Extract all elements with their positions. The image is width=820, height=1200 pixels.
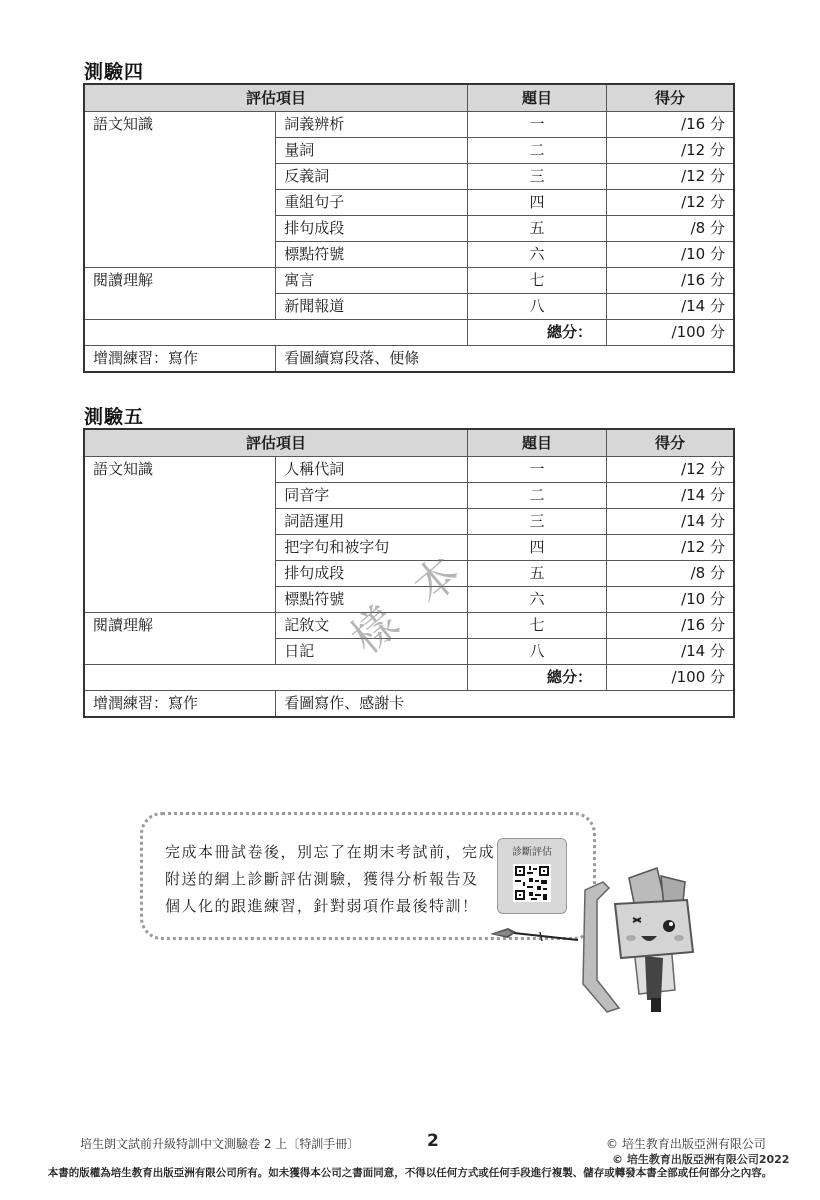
question-cell: 五 — [468, 216, 607, 242]
score-cell[interactable]: /16 分 — [607, 112, 735, 138]
total-score[interactable]: /100 分 — [607, 665, 735, 691]
pen-icon — [490, 922, 580, 944]
question-cell: 一 — [468, 112, 607, 138]
header-question: 題目 — [468, 429, 607, 457]
question-cell: 二 — [468, 138, 607, 164]
page-number: 2 — [427, 1131, 439, 1151]
item-cell: 記敘文 — [276, 613, 468, 639]
question-cell: 三 — [468, 164, 607, 190]
total-score[interactable]: /100 分 — [607, 320, 735, 346]
question-cell: 八 — [468, 639, 607, 665]
score-cell[interactable]: /8 分 — [607, 561, 735, 587]
header-question: 題目 — [468, 84, 607, 112]
qr-code-icon[interactable] — [513, 864, 551, 902]
question-cell: 四 — [468, 190, 607, 216]
total-row — [84, 320, 734, 346]
extra-row — [84, 346, 734, 373]
header-assessment: 評估項目 — [84, 429, 468, 457]
score-cell[interactable]: /12 分 — [607, 164, 735, 190]
test-5-title: 測驗五 — [84, 406, 145, 428]
question-cell: 五 — [468, 561, 607, 587]
item-cell: 標點符號 — [276, 587, 468, 613]
test-4-title: 測驗四 — [84, 61, 145, 83]
header-score: 得分 — [607, 429, 735, 457]
table-row — [84, 457, 734, 483]
score-cell[interactable]: /10 分 — [607, 242, 735, 268]
header-assessment: 評估項目 — [84, 84, 468, 112]
promo-line: 個人化的跟進練習，針對弱項作最後特訓！ — [165, 897, 479, 915]
total-spacer — [84, 665, 468, 691]
item-cell: 反義詞 — [276, 164, 468, 190]
watermark-char: 樣 — [341, 596, 409, 665]
question-cell: 二 — [468, 483, 607, 509]
question-cell: 六 — [468, 242, 607, 268]
test-4-score-table — [83, 83, 735, 373]
promo-line: 完成本冊試卷後，別忘了在期末考試前，完成 — [165, 843, 496, 861]
item-cell: 人稱代詞 — [276, 457, 468, 483]
item-cell: 量詞 — [276, 138, 468, 164]
table-row — [84, 268, 734, 294]
item-cell: 排句成段 — [276, 561, 468, 587]
promo-line: 附送的網上診斷評估測驗，獲得分析報告及 — [165, 870, 479, 888]
category-cell: 語文知識 — [84, 457, 276, 613]
total-label: 總分： — [468, 320, 607, 346]
category-cell: 語文知識 — [84, 112, 276, 268]
total-spacer — [84, 320, 468, 346]
extra-row — [84, 691, 734, 718]
score-cell[interactable]: /12 分 — [607, 138, 735, 164]
item-cell: 寓言 — [276, 268, 468, 294]
score-cell[interactable]: /14 分 — [607, 509, 735, 535]
question-cell: 四 — [468, 535, 607, 561]
copyright-line-1: © 培生教育出版亞洲有限公司 — [606, 1137, 766, 1151]
total-label: 總分： — [468, 665, 607, 691]
question-cell: 三 — [468, 509, 607, 535]
score-cell[interactable]: /16 分 — [607, 613, 735, 639]
score-cell[interactable]: /10 分 — [607, 587, 735, 613]
extra-label: 增潤練習：寫作 — [84, 691, 276, 718]
item-cell: 詞語運用 — [276, 509, 468, 535]
item-cell: 標點符號 — [276, 242, 468, 268]
qr-label: 診斷評估 — [512, 847, 552, 858]
test-5-score-table — [83, 428, 735, 718]
score-cell[interactable]: /12 分 — [607, 535, 735, 561]
question-cell: 八 — [468, 294, 607, 320]
question-cell: 七 — [468, 613, 607, 639]
category-cell: 閱讀理解 — [84, 268, 276, 320]
extra-value: 看圖寫作、感謝卡 — [276, 691, 734, 718]
score-cell[interactable]: /14 分 — [607, 639, 735, 665]
total-row — [84, 665, 734, 691]
extra-label: 增潤練習：寫作 — [84, 346, 276, 373]
question-cell: 七 — [468, 268, 607, 294]
rabbit-mascot-illustration — [575, 860, 715, 1020]
item-cell: 排句成段 — [276, 216, 468, 242]
item-cell: 詞義辨析 — [276, 112, 468, 138]
category-cell: 閱讀理解 — [84, 613, 276, 665]
question-cell: 六 — [468, 587, 607, 613]
table-row — [84, 613, 734, 639]
header-score: 得分 — [607, 84, 735, 112]
promo-text — [165, 839, 495, 920]
rights-notice: 本書的版權為培生教育出版亞洲有限公司所有。如未獲得本公司之書面同意，不得以任何方式或任何手段進行複製、儲存或轉發本書全部或任何部分之內容。 — [47, 1167, 773, 1179]
watermark-char: 本 — [403, 546, 471, 615]
score-cell[interactable]: /16 分 — [607, 268, 735, 294]
table-row — [84, 112, 734, 138]
extra-value: 看圖續寫段落、便條 — [276, 346, 734, 373]
score-cell[interactable]: /8 分 — [607, 216, 735, 242]
score-cell[interactable]: /12 分 — [607, 190, 735, 216]
item-cell: 新聞報道 — [276, 294, 468, 320]
question-cell: 一 — [468, 457, 607, 483]
copyright-line-2: © 培生教育出版亞洲有限公司2022 — [612, 1153, 790, 1166]
book-title: 培生朗文試前升級特訓中文測驗卷 2 上〔特訓手冊〕 — [80, 1137, 360, 1151]
item-cell: 重組句子 — [276, 190, 468, 216]
score-cell[interactable]: /14 分 — [607, 483, 735, 509]
score-cell[interactable]: /14 分 — [607, 294, 735, 320]
item-cell: 日記 — [276, 639, 468, 665]
diagnostic-qr-card[interactable] — [497, 838, 567, 914]
table-header-row — [84, 84, 734, 112]
item-cell: 把字句和被字句 — [276, 535, 468, 561]
score-cell[interactable]: /12 分 — [607, 457, 735, 483]
table-header-row — [84, 429, 734, 457]
item-cell: 同音字 — [276, 483, 468, 509]
